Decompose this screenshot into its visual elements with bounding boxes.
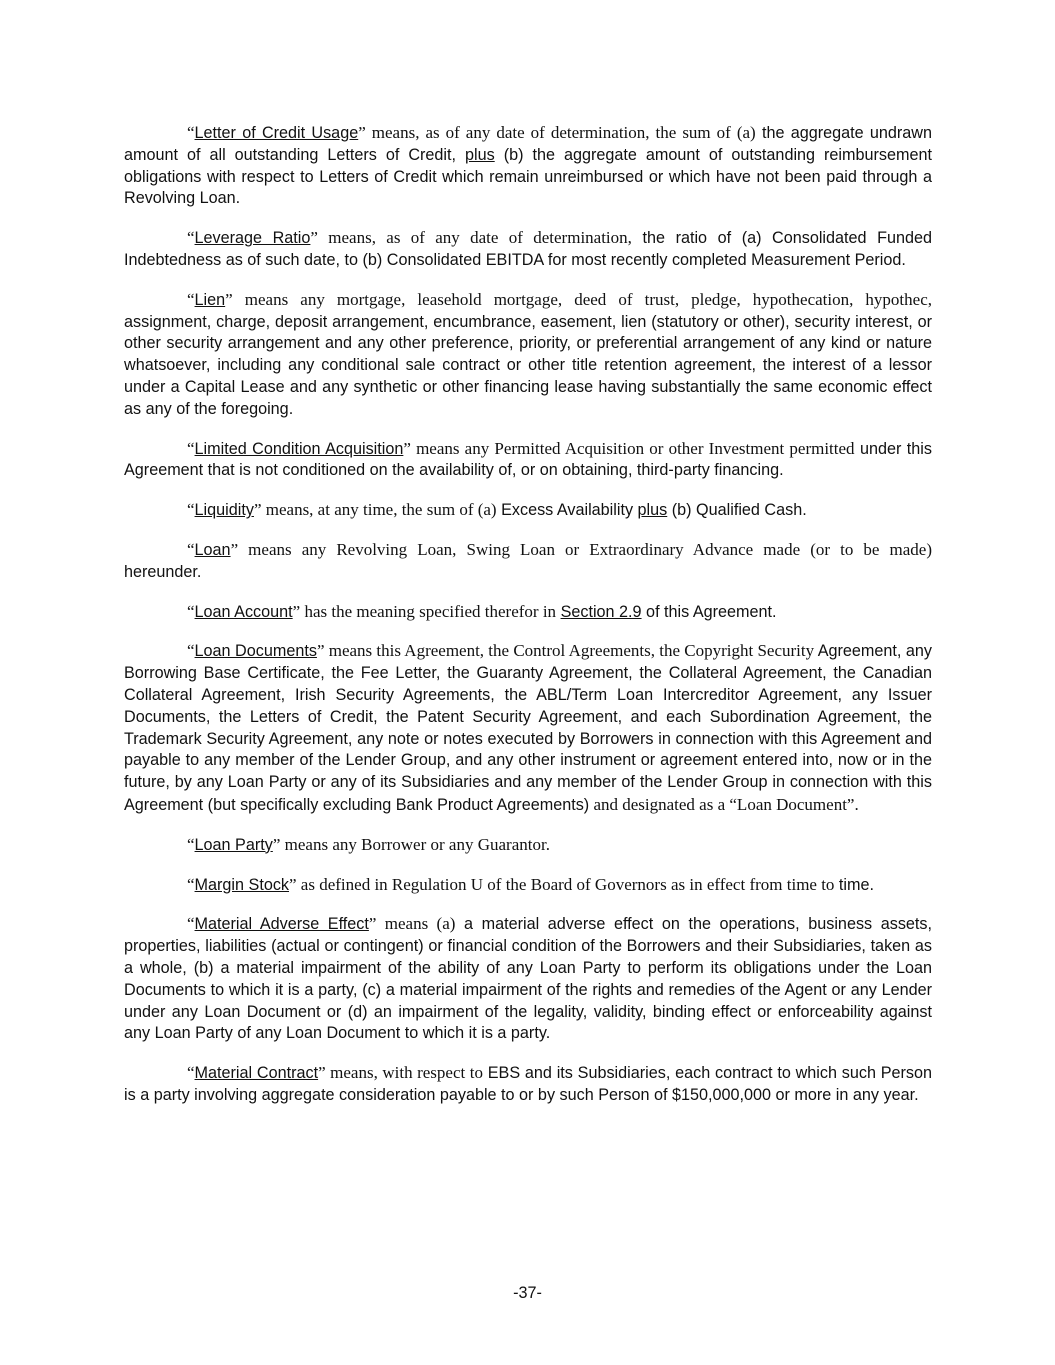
definition-text: hereunder. (124, 562, 202, 581)
definition-lead: ” means (a) (368, 914, 456, 934)
definition-text: EBS and its Subsidiaries, each contract to which such Person is a party involving aggregate consideration payable to or by such Person of $150,000,000 or more in any year. (124, 1064, 933, 1104)
open-quote: “ (187, 500, 195, 520)
definition-text: under this Agreement that is not conditioned on the availability of, or on obtaining, third-party financing. (124, 439, 932, 480)
definition-lead: ” means, with respect to (318, 1063, 483, 1083)
open-quote: “ (187, 438, 195, 458)
definition-material-adverse-effect (124, 913, 932, 1045)
definition-loan-account (124, 601, 932, 624)
definition-text: (b) Qualified Cash. (667, 501, 807, 520)
definition-lead: ” means any Borrower or any Guarantor. (272, 834, 550, 854)
definition-text: of this Agreement. (641, 602, 777, 621)
definition-lien (124, 289, 932, 421)
definition-leverage-ratio (124, 227, 932, 272)
definition-lead: ” means, at any time, the sum of (a) (253, 500, 497, 520)
definition-text: time. (834, 875, 875, 894)
open-quote: “ (187, 228, 195, 248)
defined-term: Material Adverse Effect (194, 915, 369, 934)
definition-loan (124, 539, 932, 584)
open-quote: “ (187, 539, 195, 559)
definition-margin-stock (124, 874, 932, 897)
open-quote: “ (187, 834, 195, 854)
definition-text: the aggregate undrawn amount of all outstanding Letters of Credit, (124, 124, 933, 164)
section-reference: Section 2.9 (560, 602, 642, 621)
open-quote: “ (187, 1063, 195, 1083)
definition-liquidity (124, 499, 932, 522)
page-number: -37- (513, 1284, 542, 1302)
definition-loan-party (124, 834, 932, 857)
document-body (124, 122, 932, 1124)
definition-lead: ” means this Agreement, the Control Agreements, the Copyright Security (316, 641, 815, 661)
definition-lead: ” means any Permitted Acquisition or other Investment permitted (403, 438, 855, 458)
open-quote: “ (187, 123, 195, 142)
definition-text: (b) the aggregate amount of outstanding reimbursement obligations with respect to Letters of Credit which remain unreimbursed or which have not been paid through a Revolving Loan. (124, 145, 932, 208)
definition-loan-documents (124, 640, 932, 816)
definition-tail: and designated as a “Loan Document”. (589, 794, 859, 814)
defined-term: Leverage Ratio (194, 229, 311, 248)
open-quote: “ (187, 874, 195, 894)
definition-material-contract (124, 1062, 932, 1107)
definition-text: a material adverse effect on the operations, business assets, properties, liabilities (actual or contingent) or financial condition of the Borrowers and their Subsidiaries, taken as a whole, (b) a material impairment of the ability of any Loan Party to perform its obligations under the Loan Documents to which it is a party, (c) a material impairment of the rights and remedies of the Agent or any Lender under any Loan Document or (d) an impairment of the legality, validity, binding effect or enforceability against any Loan Party of any Loan Document to which it is a party. (124, 915, 933, 1043)
open-quote: “ (187, 641, 195, 661)
definition-text: assignment, charge, deposit arrangement, encumbrance, easement, lien (statutory or other), security interest, or other security arrangement and any other preference, priority, or preferential arrangement of any kind or nature whatsoever, including any conditional sale contract or other title retention agreement, the interest of a lessor under a Capital Lease and any synthetic or other financing lease having substantially the same economic effect as any of the foregoing. (124, 312, 932, 418)
definition-lead: ” as defined in Regulation U of the Board of Governors as in effect from time to (289, 874, 835, 894)
defined-term: Lien (194, 290, 226, 309)
defined-term: Liquidity (194, 501, 254, 520)
defined-term: Material Contract (194, 1064, 319, 1083)
defined-term: Limited Condition Acquisition (194, 439, 404, 458)
definition-limited-condition-acquisition (124, 438, 932, 483)
open-quote: “ (187, 914, 195, 934)
defined-term: Letter of Credit Usage (194, 124, 359, 142)
emphasis-plus: plus (465, 145, 495, 164)
defined-term: Loan Party (194, 835, 273, 854)
defined-term: Margin Stock (194, 875, 290, 894)
definition-text: Excess Availability (496, 501, 638, 520)
definition-lead: ” means, as of any date of determination, the sum of (a) (358, 123, 756, 142)
defined-term: Loan Account (194, 602, 293, 621)
definition-lead: ” means any Revolving Loan, Swing Loan or Extraordinary Advance made (or to be made) (230, 539, 932, 559)
definition-letter-of-credit-usage (124, 122, 932, 210)
definition-lead: ” has the meaning specified therefor in (292, 601, 557, 621)
emphasis-plus: plus (637, 501, 668, 520)
definition-lead: ” means, as of any date of determination, (310, 228, 632, 248)
defined-term: Loan Documents (194, 642, 317, 661)
definition-text: the ratio of (a) Consolidated Funded Indebtedness as of such date, to (b) Consolidated EBITDA for most recently completed Measurement Period. (124, 229, 933, 269)
open-quote: “ (187, 601, 195, 621)
open-quote: “ (187, 289, 195, 309)
definition-lead: ” means any mortgage, leasehold mortgage, deed of trust, pledge, hypothecation, hypothec, (225, 289, 932, 309)
definition-text: Agreement, any Borrowing Base Certificate, the Fee Letter, the Guaranty Agreement, the Collateral Agreement, the Canadian Collateral Agreement, Irish Security Agreements, the ABL/Term Loan Intercreditor Agreement, any Issuer Documents, the Letters of Credit, the Patent Security Agreement, and each Subordination Agreement, the Trademark Security Agreement, any note or notes executed by Borrowers in connection with this Agreement and payable to any member of the Lender Group, and any other instrument or agreement entered into, now or in the future, by any Loan Party or any of its Subsidiaries and any member of the Lender Group in connection with this Agreement (but specifically excluding Bank Product Agreements) (124, 642, 932, 814)
defined-term: Loan (194, 540, 231, 559)
